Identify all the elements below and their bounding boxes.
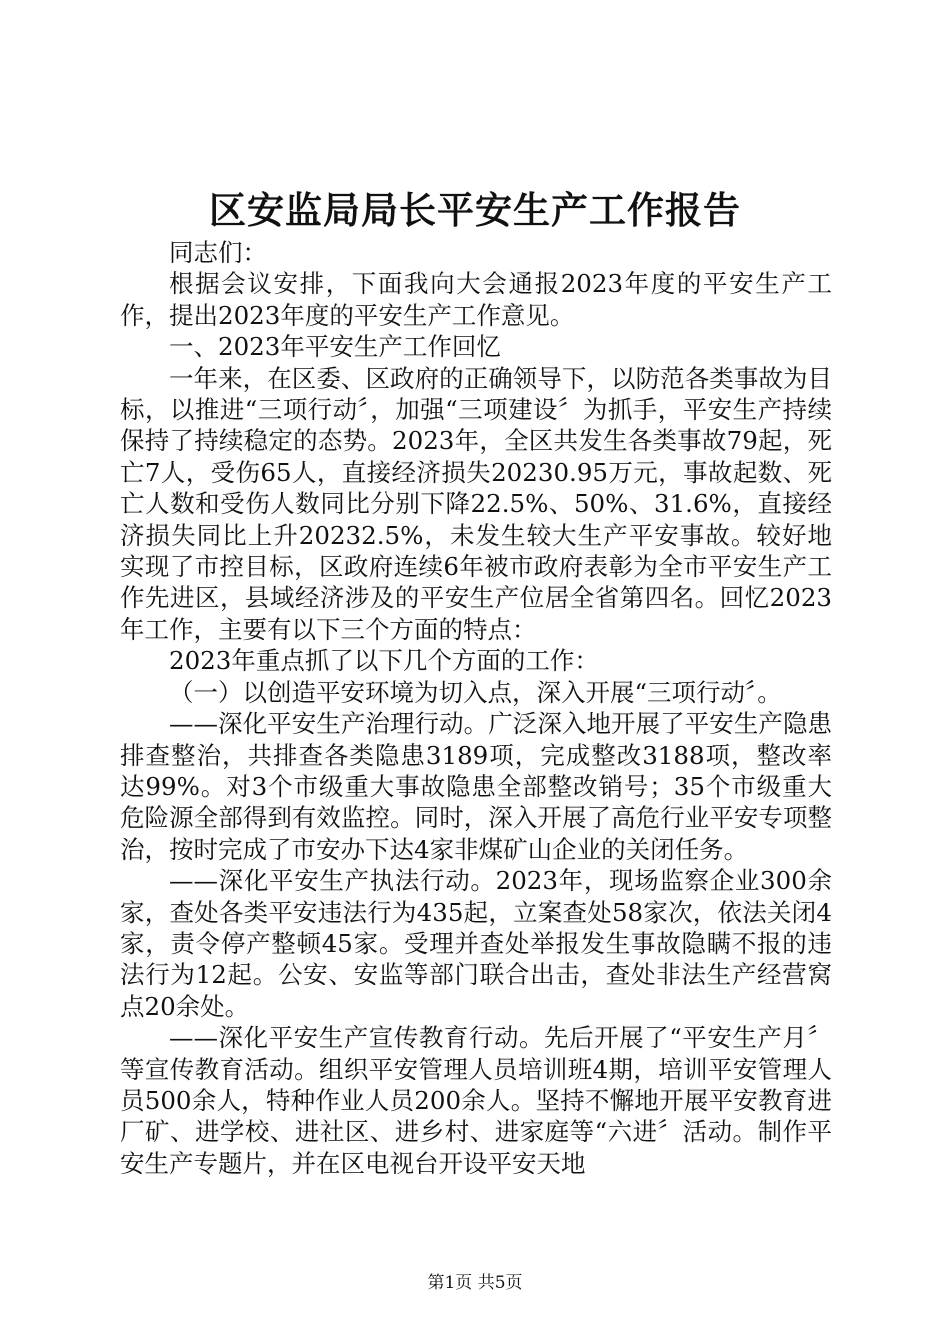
salutation-paragraph: 同志们： xyxy=(169,238,267,267)
intro-paragraph: 根据会议安排，下面我向大会通报2023年度的平安生产工作，提出2023年度的平安生产工作意见。 xyxy=(120,269,832,330)
governance-action-paragraph: ——深化平安生产治理行动。广泛深入地开展了平安生产隐患排查整治，共排查各类隐患3189项，完成整改3188项，整改率达99%。对3个市级重大事故隐患全部整改销号；35个市级重大危险源全部得到有效监控。同时，深入开展了高危行业平安专项整治，按时完成了市安办下达4家非煤矿山企业的关闭任务。 xyxy=(120,709,832,864)
section-heading: 一、2023年平安生产工作回忆 xyxy=(169,332,501,362)
education-action-paragraph: ——深化平安生产宣传教育行动。先后开展了“平安生产月〞等宣传教育活动。组织平安管理人员培训班4期，培训平安管理人员500余人，特种作业人员200余人。坚持不懈地开展平安教育进厂矿、进学校、进社区、进乡村、进家庭等“六进〞活动。制作平安生产专题片，并在区电视台开设平安天地 xyxy=(120,1023,832,1178)
document-title: 区安监局局长平安生产工作报告 xyxy=(209,188,741,232)
review-paragraph: 一年来，在区委、区政府的正确领导下，以防范各类事故为目标，以推进“三项行动〞，加强“三项建设〞为抓手，平安生产持续保持了持续稳定的态势。2023年，全区共发生各类事故79起，死亡7人，受伤65人，直接经济损失20230.95万元，事故起数、死亡人数和受伤人数同比分别下降22.5%、50%、31.6%，直接经济损失同比上升20232.5%，未发生较大生产平安事故。较好地实现了市控目标，区政府连续6年被市政府表彰为全市平安生产工作先进区，县域经济涉及的平安生产位居全省第四名。回忆2023年工作，主要有以下三个方面的特点： xyxy=(120,363,832,644)
document-body xyxy=(120,237,832,1179)
work-summary-paragraph: 2023年重点抓了以下几个方面的工作： xyxy=(169,646,599,676)
enforcement-action-paragraph: ——深化平安生产执法行动。2023年，现场监察企业300余家，查处各类平安违法行为435起，立案查处58家次，依法关闭4家，责令停产整顿45家。受理并查处举报发生事故隐瞒不报的违法行为12起。公安、安监等部门联合出击，查处非法生产经营窝点20余处。 xyxy=(120,866,832,1021)
subsection-heading: （一）以创造平安环境为切入点，深入开展“三项行动〞。 xyxy=(169,677,782,707)
page-number-footer: 第1页 共5页 xyxy=(427,1273,523,1293)
